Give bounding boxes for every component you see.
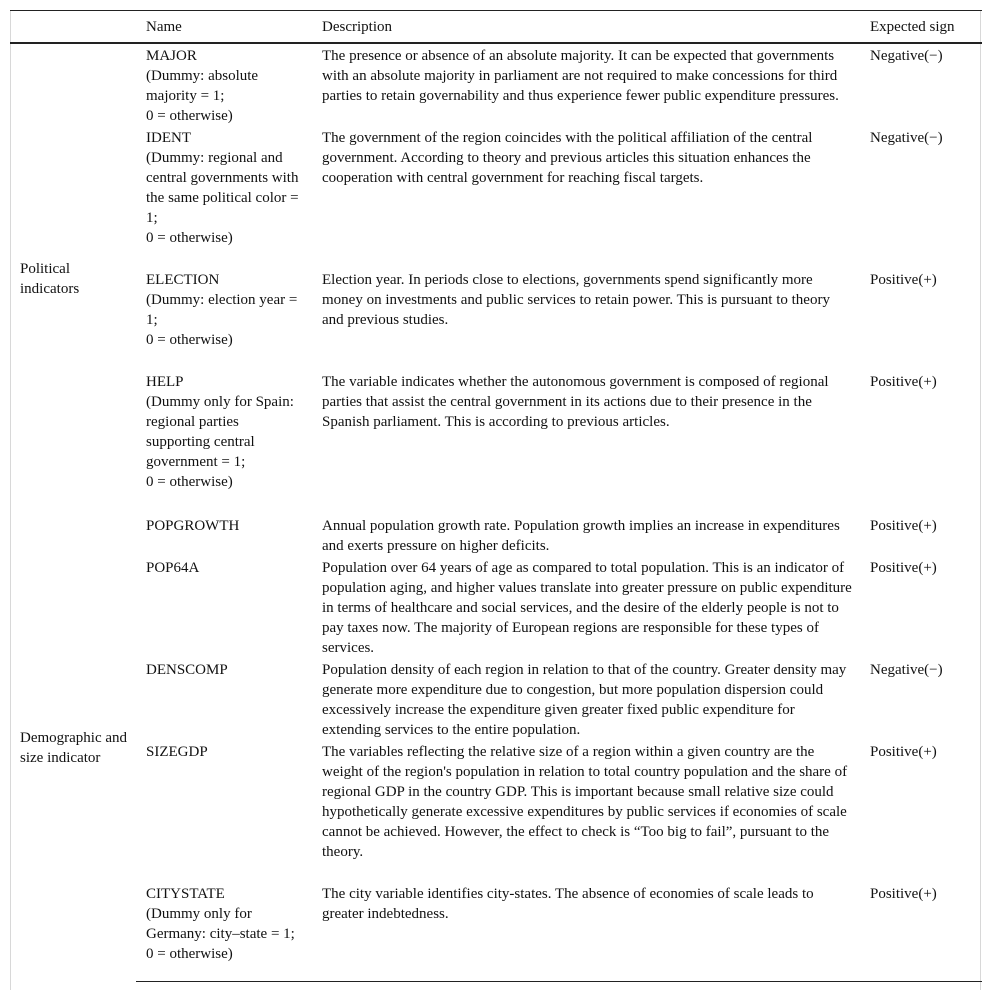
variable-detail-otherwise: 0 = otherwise) — [146, 946, 233, 962]
table-row — [10, 43, 982, 126]
expected-sign: Positive(+) — [870, 560, 937, 576]
expected-sign: Negative(−) — [870, 662, 943, 678]
table-row — [10, 740, 982, 882]
variable-code: HELP — [146, 374, 184, 390]
variable-code: ELECTION — [146, 272, 220, 288]
table-row — [10, 658, 982, 740]
variable-detail: (Dummy only for Spain: regional parties supporting central government = 1; — [146, 394, 294, 470]
header-description: Description — [312, 11, 860, 44]
expected-sign: Negative(−) — [870, 48, 943, 64]
variable-description: Annual population growth rate. Population growth implies an increase in expenditures and exerts pressure on higher deficits. — [322, 518, 840, 554]
variable-description: Population over 64 years of age as compared to total population. This is an indicator of population aging, and higher values translate into greater pressure on public expenditure in terms of healthcare and social services, and the desire of the elderly people is not to pay taxes now. The majority of European regions are responsible for these types of services. — [322, 560, 852, 656]
variable-name-cell — [136, 658, 312, 740]
variable-description: The presence or absence of an absolute majority. It can be expected that governments with an absolute majority in parliament are not required to make concessions for third parties to retain governability and thus experience fewer public expenditure pressures. — [322, 48, 839, 104]
variable-detail: (Dummy only for Germany: city–state = 1; — [146, 906, 295, 942]
indicators-table — [10, 10, 982, 982]
variable-description: Election year. In periods close to elections, governments spend significantly more money on investments and public services to retain power. This is pursuant to theory and previous studies. — [322, 272, 830, 328]
variable-description: The variables reflecting the relative size of a region within a given country are the weight of the region's population in relation to total country population and the share of regional GDP in the country GDP. This is important because small relative size could hypothetically generate excessive expenditures by public services if economies of scale cannot be achieved. However, the effect to check is “Too big to fail”, pursuant to the theory. — [322, 744, 848, 860]
variable-name-cell — [136, 882, 312, 982]
variable-detail-otherwise: 0 = otherwise) — [146, 108, 233, 124]
expected-sign: Positive(+) — [870, 518, 937, 534]
variable-description: The government of the region coincides with the political affiliation of the central government. According to theory and previous articles this situation enhances the cooperation with central government for reaching fiscal targets. — [322, 130, 813, 186]
variable-code: DENSCOMP — [146, 662, 228, 678]
variable-description: Population density of each region in relation to that of the country. Greater density may generate more expenditure due to congestion, but more population dispersion could excessively increase the expenditure given greater fixed public expenditure for extending services to the entire population. — [322, 662, 847, 738]
variable-name-cell — [136, 43, 312, 126]
variable-code: POPGROWTH — [146, 518, 240, 534]
expected-sign: Positive(+) — [870, 744, 937, 760]
header-expected-sign: Expected sign — [860, 11, 982, 44]
table-row — [10, 268, 982, 370]
variable-code: IDENT — [146, 130, 191, 146]
variable-detail: (Dummy: election year = 1; — [146, 292, 298, 328]
group-demographic: Demographic and size indicator — [20, 729, 128, 766]
variable-detail-otherwise: 0 = otherwise) — [146, 332, 233, 348]
variable-name-cell — [136, 268, 312, 370]
expected-sign: Positive(+) — [870, 272, 937, 288]
expected-sign: Positive(+) — [860, 882, 982, 982]
variable-detail: (Dummy: absolute majority = 1; — [146, 68, 259, 104]
variable-description: The variable indicates whether the autonomous government is composed of regional parties that assist the central government in its actions due to their presence in the Spanish parliament. This is according to previous articles. — [322, 374, 829, 430]
expected-sign: Positive(+) — [870, 374, 937, 390]
variable-detail-otherwise: 0 = otherwise) — [146, 230, 233, 246]
variable-code: POP64A — [146, 560, 200, 576]
variable-name-cell — [136, 370, 312, 514]
header-row — [10, 11, 982, 44]
variable-name-cell — [136, 514, 312, 556]
table-row — [10, 514, 982, 556]
table-row — [10, 882, 982, 982]
table-row — [10, 556, 982, 658]
variable-name-cell — [136, 126, 312, 268]
variable-code: CITYSTATE — [146, 886, 225, 902]
variable-description: The city variable identifies city-states. The absence of economies of scale leads to greater indebtedness. — [312, 882, 860, 982]
variable-name-cell — [136, 740, 312, 882]
variable-code: SIZEGDP — [146, 744, 208, 760]
header-name: Name — [136, 11, 312, 44]
table-row — [10, 370, 982, 514]
expected-sign: Negative(−) — [870, 130, 943, 146]
variable-detail-otherwise: 0 = otherwise) — [146, 474, 233, 490]
variable-name-cell — [136, 556, 312, 658]
header-group — [10, 11, 136, 44]
variable-code: MAJOR — [146, 48, 197, 64]
variable-detail: (Dummy: regional and central governments with the same political color = 1; — [146, 150, 299, 226]
group-political: Political indicators — [20, 261, 80, 297]
table-row — [10, 126, 982, 268]
